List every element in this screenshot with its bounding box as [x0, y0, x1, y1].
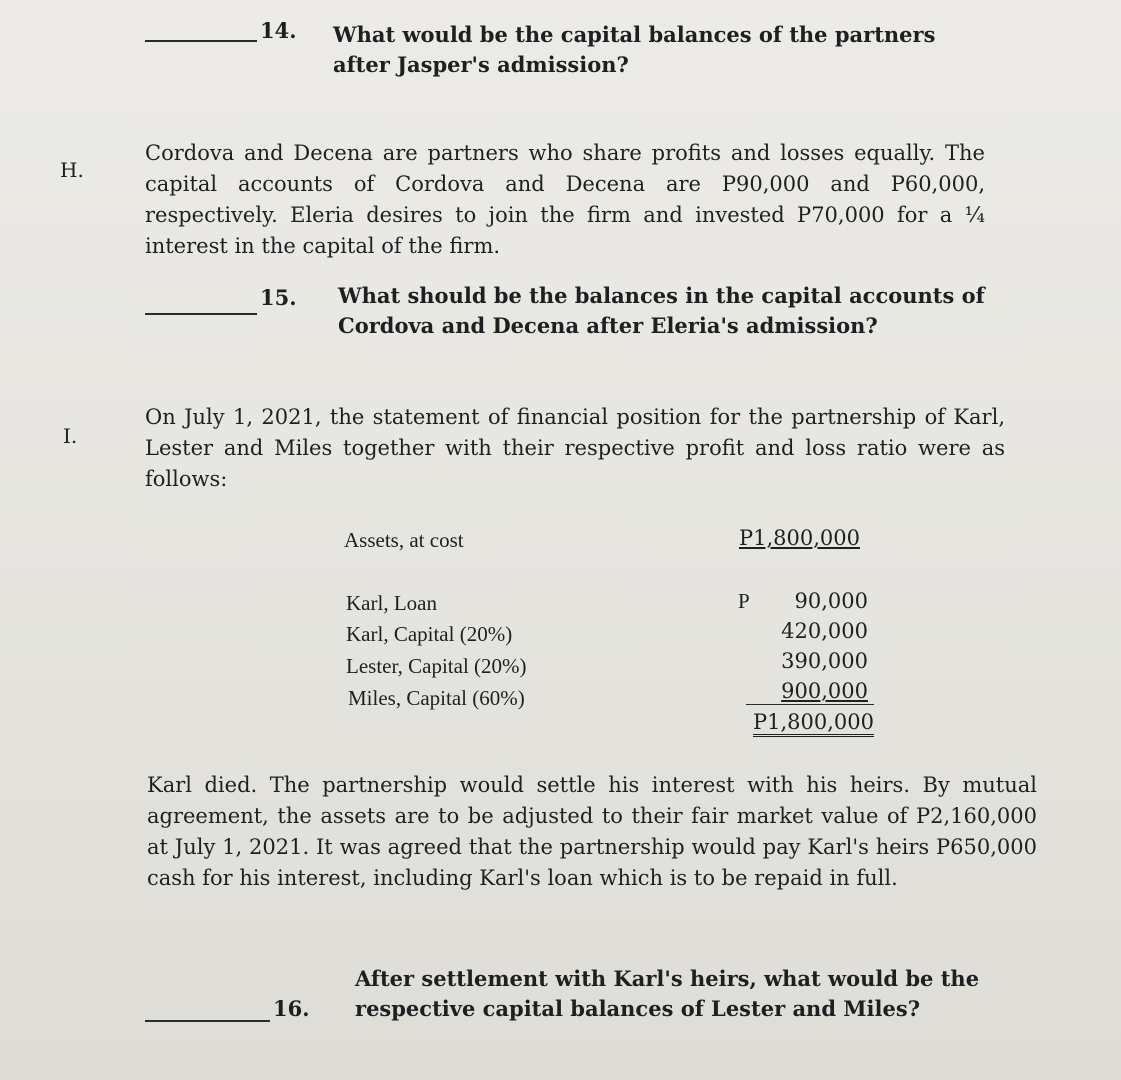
row-label-karl-loan: Karl, Loan: [346, 591, 437, 615]
question-text-15: [338, 281, 1018, 341]
total-amount-value: P1,800,000: [753, 710, 874, 737]
row-label-lester-capital: Lester, Capital (20%): [346, 654, 527, 678]
section-letter-h: H.: [60, 158, 84, 182]
question-14-line2: after Jasper's admission?: [333, 52, 629, 77]
answer-blank-14[interactable]: [145, 40, 257, 42]
row-amount-karl-loan: 90,000: [794, 589, 868, 613]
row-label-karl-capital: Karl, Capital (20%): [346, 622, 513, 646]
section-letter-i: I.: [63, 424, 78, 448]
question-16-line2: respective capital balances of Lester and Miles?: [355, 996, 921, 1021]
section-h-paragraph: Cordova and Decena are partners who share profits and losses equally. The capital accounts of Cordova and Decena are P90,000 and P60,000, respectively. Eleria desires to join the firm and invested P70,000 for a ¼ interest in the capital of the firm.: [145, 141, 985, 258]
question-number-14: 14.: [260, 18, 297, 43]
currency-sign: P: [738, 589, 750, 613]
assets-label: Assets, at cost: [344, 528, 464, 552]
row-amount-lester-capital: 390,000: [781, 649, 868, 673]
assets-amount-value: P1,800,000: [738, 526, 860, 550]
question-number-16: 16.: [273, 996, 310, 1021]
question-14-line1: What would be the capital balances of the partners: [333, 22, 936, 47]
question-15-line2: Cordova and Decena after Eleria's admission?: [338, 313, 878, 338]
question-16-line1: After settlement with Karl's heirs, what would be the: [355, 966, 980, 991]
section-i-paragraph: On July 1, 2021, the statement of financial position for the partnership of Karl, Lester and Miles together with their respective profit and loss ratio were as follows:: [145, 405, 1005, 491]
question-text-14: [333, 20, 1013, 80]
row-amount-miles-capital-value: 900,000: [781, 679, 868, 703]
question-15-line1: What should be the balances in the capital accounts of: [338, 283, 985, 308]
karl-death-paragraph: Karl died. The partnership would settle his interest with his heirs. By mutual agreement, the assets are to be adjusted to their fair market value of P2,160,000 at July 1, 2021. It was agreed that the partnership would pay Karl's heirs P650,000 cash for his interest, including Karl's loan which is to be repaid in full.: [147, 773, 1037, 890]
row-amount-karl-capital: 420,000: [781, 619, 868, 643]
question-number-15: 15.: [260, 285, 297, 310]
total-amount: [744, 710, 874, 737]
row-label-miles-capital: Miles, Capital (60%): [348, 686, 525, 710]
answer-blank-16[interactable]: [145, 1020, 270, 1022]
assets-amount: [730, 526, 860, 550]
question-text-16: [355, 964, 1075, 1024]
subtotal-rule: [746, 704, 874, 705]
row-amount-miles-capital: [738, 679, 868, 703]
answer-blank-15[interactable]: [145, 313, 257, 315]
